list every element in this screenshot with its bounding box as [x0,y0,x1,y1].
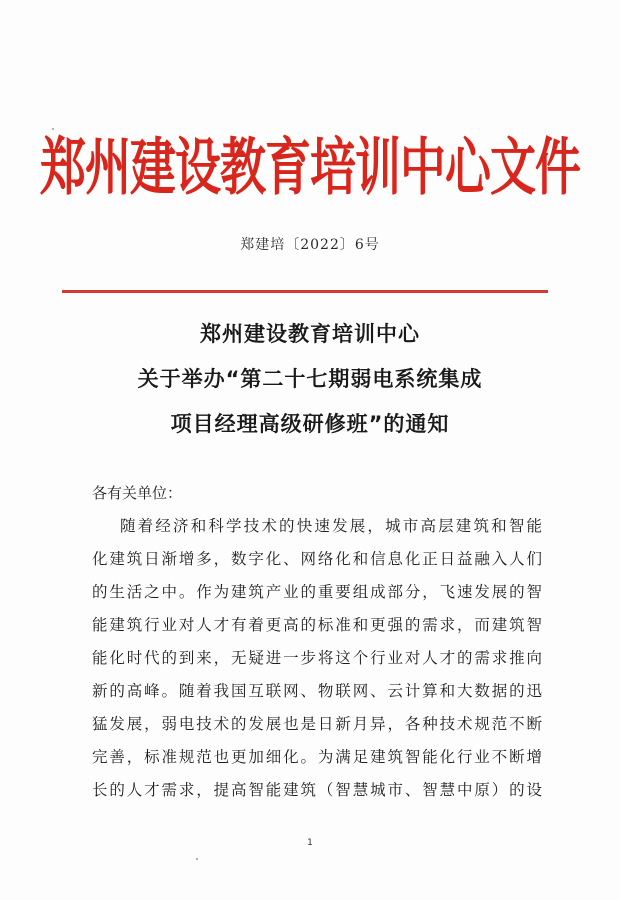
notice-title-line-3: 项目经理高级研修班”的通知 [170,412,450,436]
body-text-line: 完善，标准规范也更加细化。为满足建筑智能化行业不断增 [92,748,542,766]
body-text-line: 猛发展，弱电技术的发展也是日新月异，各种技术规范不断 [92,715,542,733]
red-divider-rule [62,290,548,293]
salutation: 各有关单位： [92,484,183,502]
notice-title-line-1: 郑州建设教育培训中心 [200,322,420,346]
body-text-line: 新的高峰。随着我国互联网、物联网、云计算和大数据的迅 [92,682,542,700]
body-text-line: 能化时代的到来，无疑进一步将这个行业对人才的需求推向 [92,649,542,667]
scan-speck [196,858,198,860]
body-text-line: 长的人才需求，提高智能建筑（智慧城市、智慧中原）的设 [92,781,542,799]
document-number: 郑建培〔2022〕6号 [240,237,380,253]
scan-speck [52,128,54,130]
body-text-line: 能建筑行业对人才有着更高的标准和更强的需求，而建筑智 [92,616,542,634]
body-text-line: 的生活之中。作为建筑产业的重要组成部分，飞速发展的智 [92,583,542,601]
body-text-line: 化建筑日渐增多，数字化、网络化和信息化正日益融入人们 [92,550,542,568]
page-number: 1 [307,838,313,848]
notice-title-line-2: 关于举办“第二十七期弱电系统集成 [137,367,483,391]
body-text-line: 随着经济和科学技术的快速发展，城市高层建筑和智能 [120,517,542,535]
document-masthead: 郑州建设教育培训中心文件 [40,130,580,204]
